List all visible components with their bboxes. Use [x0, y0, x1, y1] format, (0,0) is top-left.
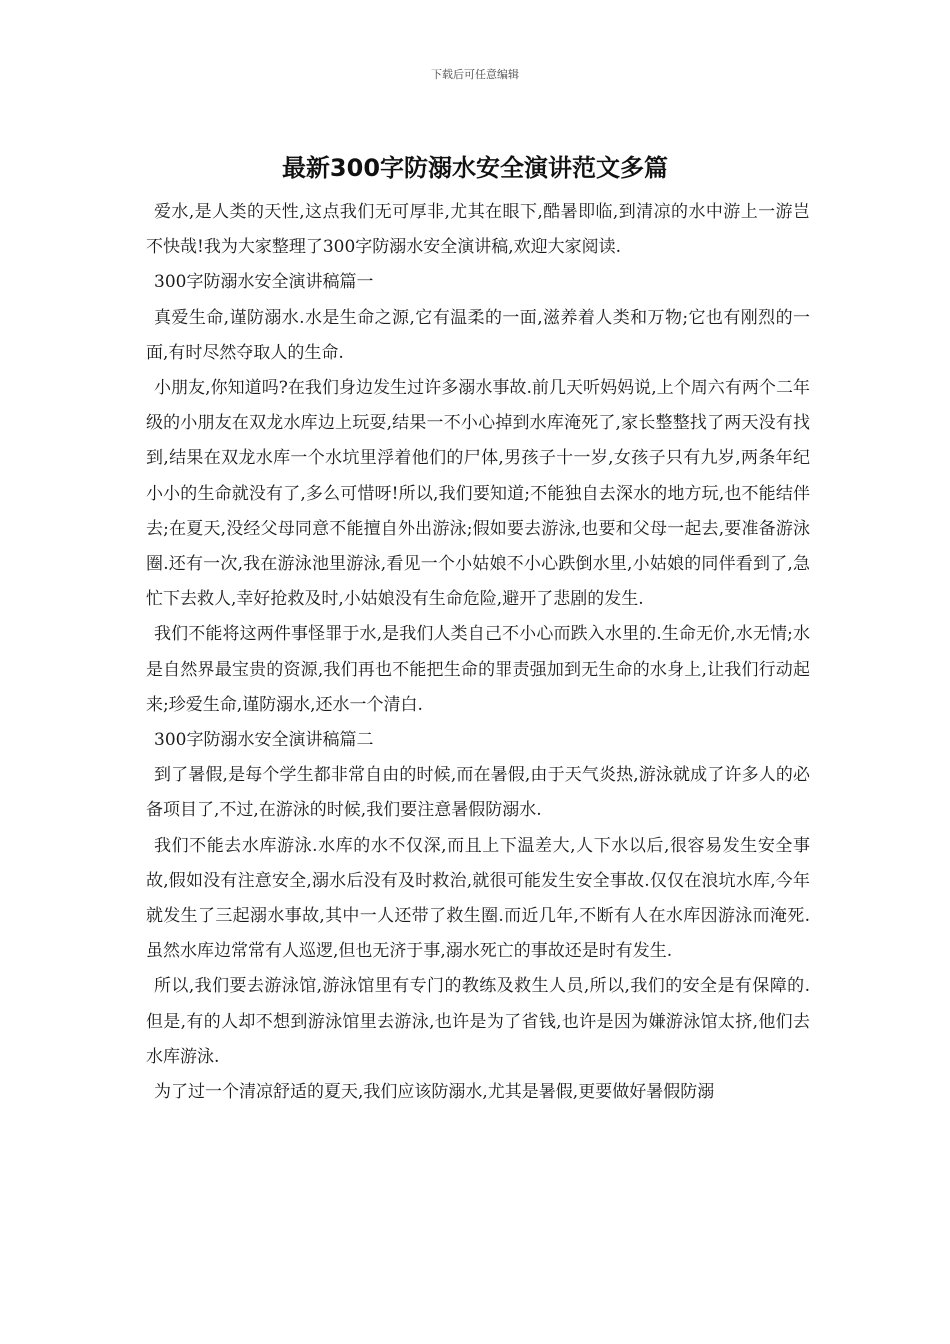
paragraph: 我们不能将这两件事怪罪于水,是我们人类自己不小心而跌入水里的.生命无价,水无情;水是自然界最宝贵的资源,我们再也不能把生命的罪责强加到无生命的水身上,让我们行动起来;珍爱生命,谨防溺水,还水一个清白.	[146, 624, 810, 715]
paragraph: 所以,我们要去游泳馆,游泳馆里有专门的教练及救生人员,所以,我们的安全是有保障的.但是,有的人却不想到游泳馆里去游泳,也许是为了省钱,也许是因为嫌游泳馆太挤,他们去水库游泳.	[146, 976, 810, 1067]
paragraph: 为了过一个清凉舒适的夏天,我们应该防溺水,尤其是暑假,更要做好暑假防溺	[154, 1082, 715, 1103]
section-heading: 300字防溺水安全演讲稿篇一	[154, 272, 374, 293]
document-title: 最新300字防溺水安全演讲范文多篇	[281, 154, 669, 182]
section-heading: 300字防溺水安全演讲稿篇二	[154, 730, 374, 751]
page-header: 下载后可任意编辑	[431, 68, 519, 81]
paragraph: 我们不能去水库游泳.水库的水不仅深,而且上下温差大,人下水以后,很容易发生安全事故,假如没有注意安全,溺水后没有及时救治,就很可能发生安全事故.仅仅在浪坑水库,今年就发生了三起溺水事故,其中一人还带了救生圈.而近几年,不断有人在水库因游泳而淹死.虽然水库边常常有人巡逻,但也无济于事,溺水死亡的事故还是时有发生.	[146, 835, 810, 962]
paragraph: 小朋友,你知道吗?在我们身边发生过许多溺水事故.前几天听妈妈说,上个周六有两个二年级的小朋友在双龙水库边上玩耍,结果一不小心掉到水库淹死了,家长整整找了两天没有找到,结果在双龙水库一个水坑里浮着他们的尸体,男孩子十一岁,女孩子只有九岁,两条年纪小小的生命就没有了,多么可惜呀!所以,我们要知道;不能独自去深水的地方玩,也不能结伴去;在夏天,没经父母同意不能擅自外出游泳;假如要去游泳,也要和父母一起去,要准备游泳圈.还有一次,我在游泳池里游泳,看见一个小姑娘不小心跌倒水里,小姑娘的同伴看到了,急忙下去救人,幸好抢救及时,小姑娘没有生命危险,避开了悲剧的发生.	[146, 378, 810, 610]
paragraph: 真爱生命,谨防溺水.水是生命之源,它有温柔的一面,滋养着人类和万物;它也有刚烈的一面,有时尽然夺取人的生命.	[146, 307, 810, 363]
paragraph: 到了暑假,是每个学生都非常自由的时候,而在暑假,由于天气炎热,游泳就成了许多人的必备项目了,不过,在游泳的时候,我们要注意暑假防溺水.	[146, 765, 810, 821]
document-body	[146, 195, 810, 1110]
paragraph: 爱水,是人类的天性,这点我们无可厚非,尤其在眼下,酷暑即临,到清凉的水中游上一游岂不快哉!我为大家整理了300字防溺水安全演讲稿,欢迎大家阅读.	[146, 202, 810, 258]
